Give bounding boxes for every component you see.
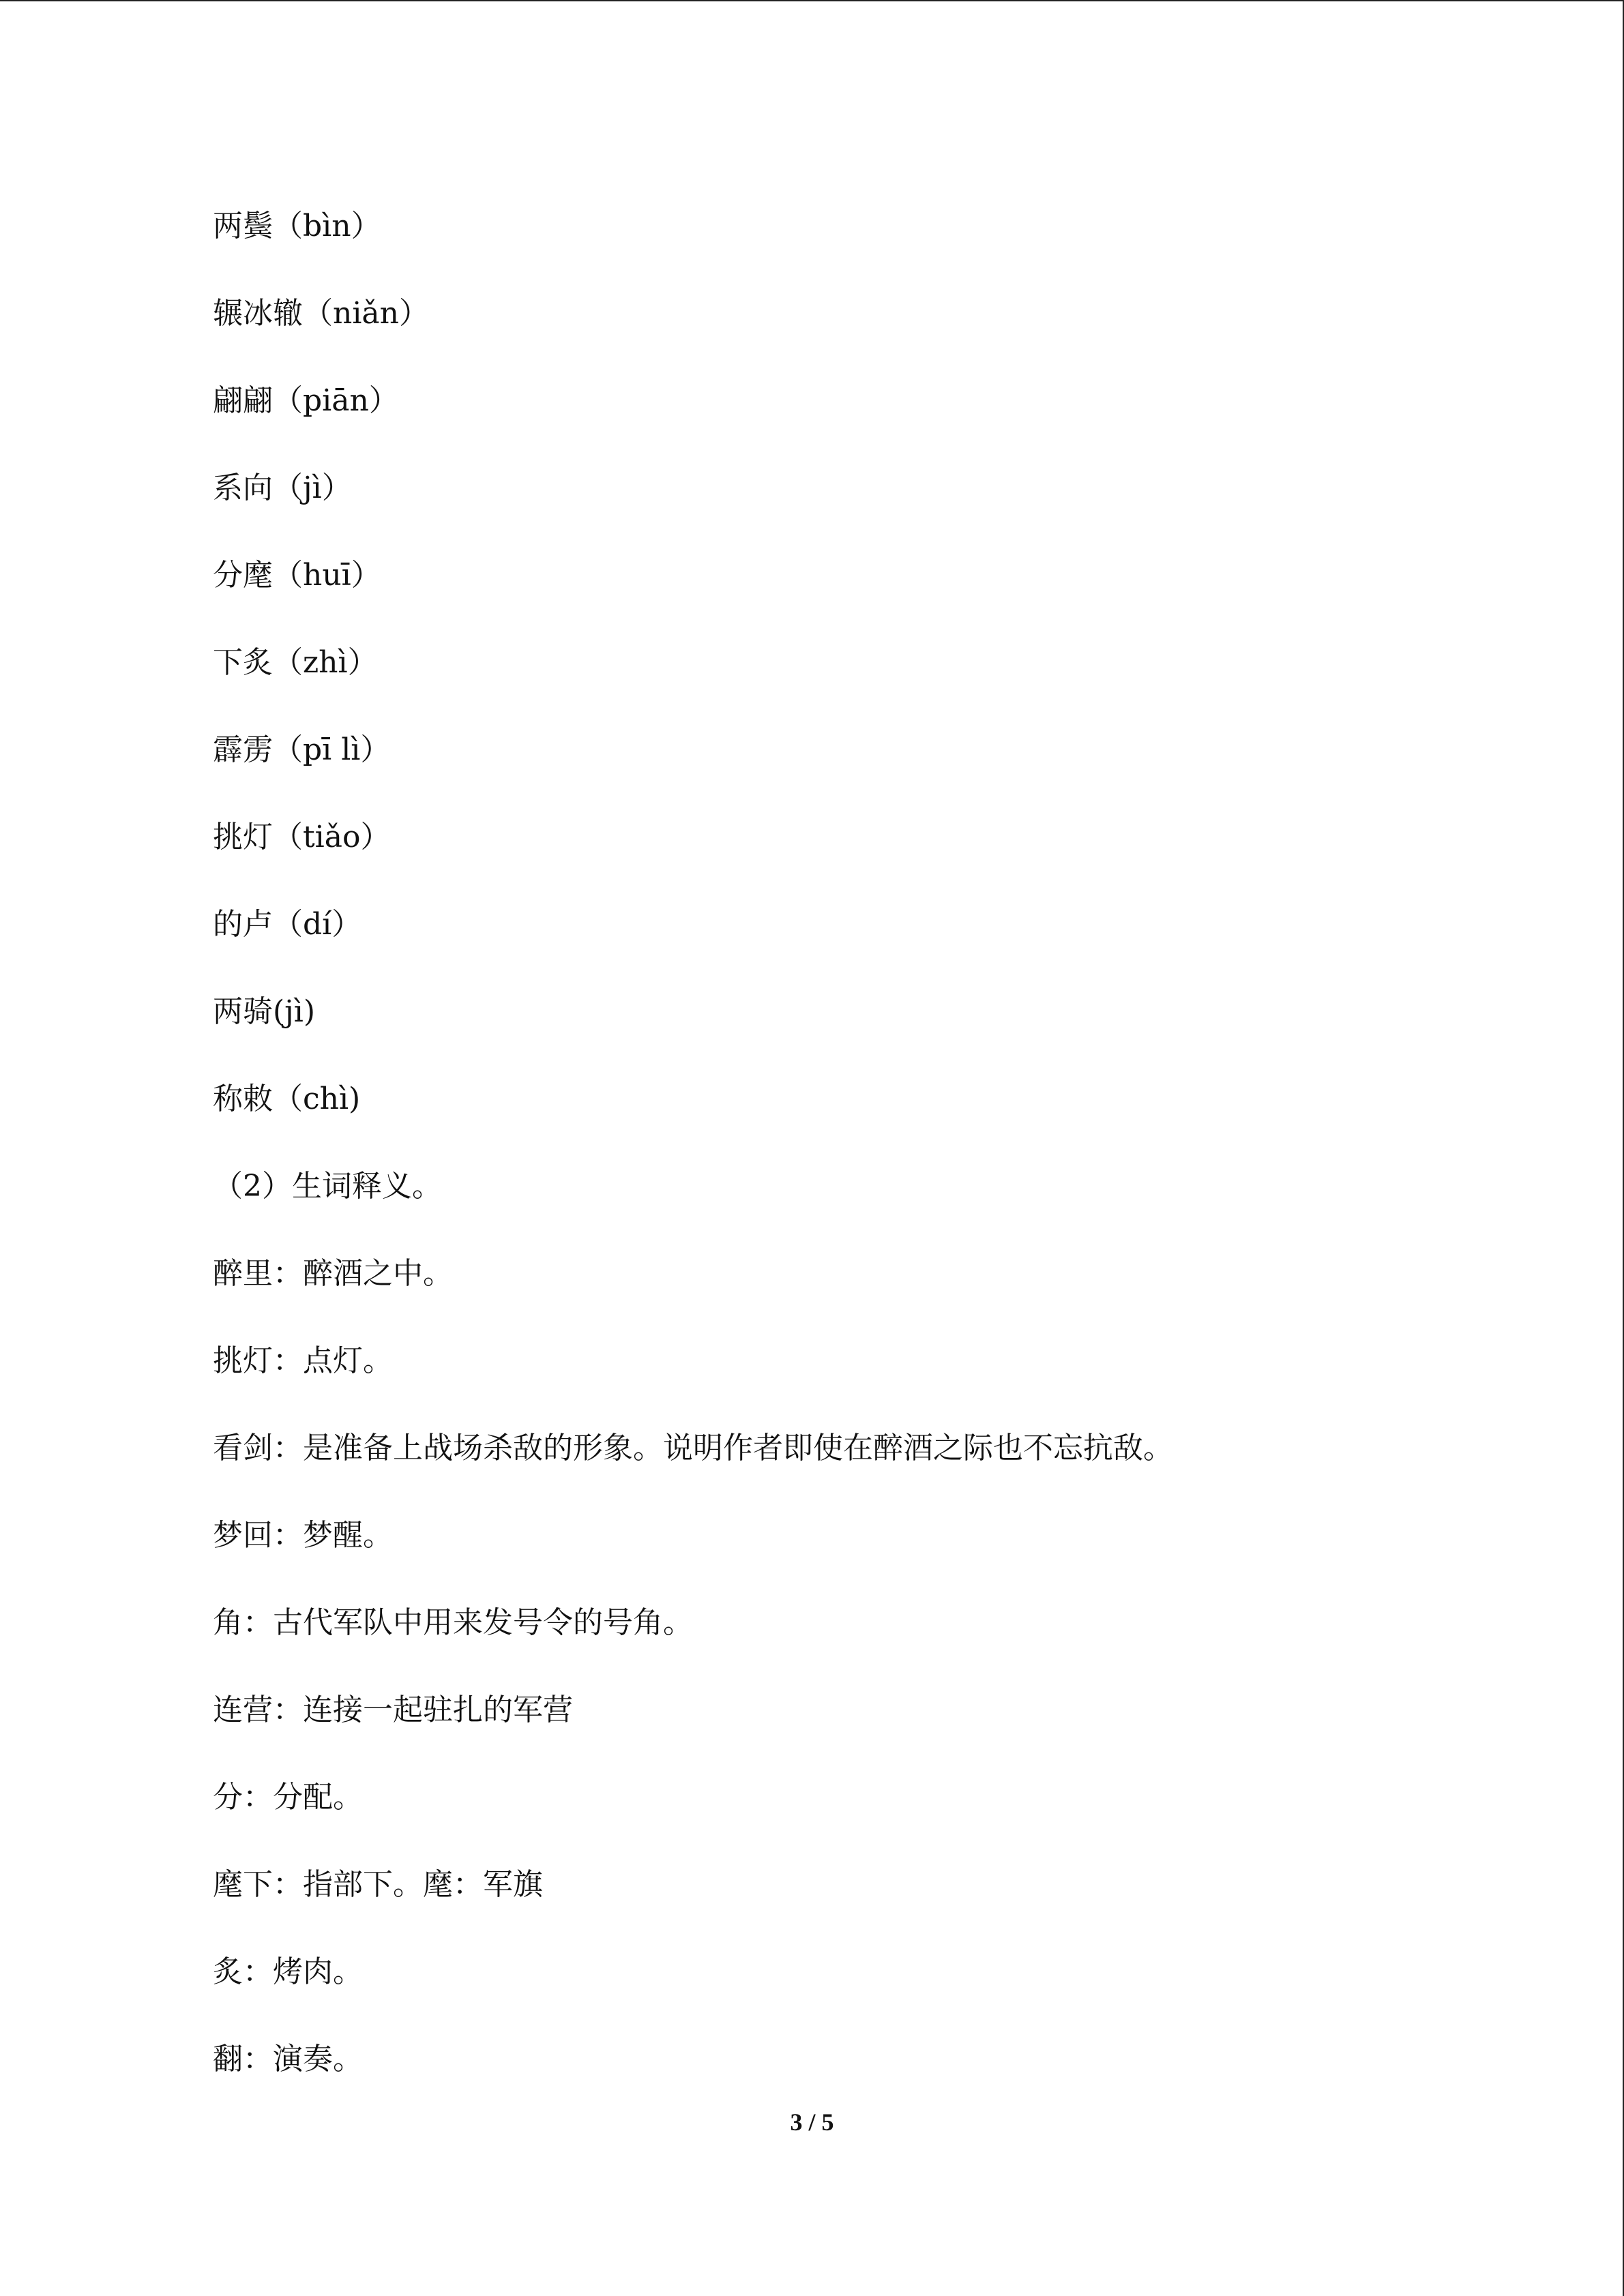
pinyin-section [213,206,1441,1120]
page-number: 3 / 5 [790,2108,834,2136]
pinyin-item: 辗冰辙（niǎn） [213,296,429,331]
pinyin-item: 霹雳（pī lì） [213,732,391,767]
pinyin-item: 挑灯（tiǎo） [213,820,391,854]
section-heading: （2）生词释义。 [213,1169,442,1204]
definition-item: 角：古代军队中用来发号令的号角。 [213,1605,693,1640]
pinyin-item: 的卢（dí） [213,907,362,942]
definition-item: 翻：演奏。 [213,2042,363,2076]
definitions-section [213,1253,1441,2080]
pinyin-item: 两鬓（bìn） [213,209,381,243]
pinyin-item: 翩翩（piān） [213,383,399,418]
definition-item: 麾下：指部下。麾：军旗 [213,1867,543,1902]
pinyin-item: 系向（jì） [213,471,352,505]
definition-item: 挑灯：点灯。 [213,1343,393,1378]
definition-item: 炙：烤肉。 [213,1954,363,1989]
pinyin-item: 称敕（chì) [213,1082,361,1116]
page-content [213,206,1441,2126]
pinyin-item: 两骑(jì) [213,994,316,1029]
definition-item: 分：分配。 [213,1780,363,1815]
definition-item: 看剑：是准备上战场杀敌的形象。说明作者即使在醉酒之际也不忘抗敌。 [213,1431,1173,1465]
pinyin-item: 分麾（huī） [213,558,381,593]
definition-item: 连营：连接一起驻扎的军营 [213,1693,573,1727]
definition-item: 梦回：梦醒。 [213,1518,393,1553]
definition-item: 醉里：醉酒之中。 [213,1256,453,1291]
pinyin-item: 下炙（zhì） [213,645,378,680]
